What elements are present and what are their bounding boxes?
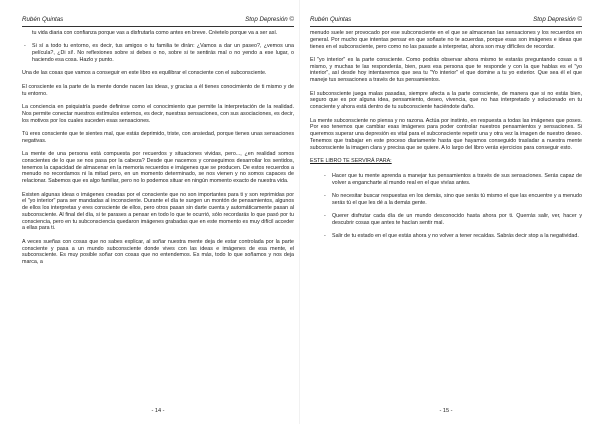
- paragraph: La conciencia en psiquiatría puede definirse como el conocimiento que permite la interpretación de la realidad. Nos permite conectar nuestros estímulos externos, es decir, nuestras sensaciones, con sus asociaciones, es decir, los motivos por los cuales suceden esas sensaciones.: [22, 104, 294, 124]
- paragraph: La mente subconsciente no piensa y no razona. Actúa por instinto, en respuesta a todas las imágenes que poses. Por eso tenemos que cambiar esas imágenes para poder controlar nuestros pensamientos y sensaciones. Si queremos superar una depresión es vital para el subconsciente repetir una y otra vez la imagen de nuestro deseo. Tenemos que trabajar en este proceso diariamente hasta que hayamos conseguido trasladar a nuestra mente subconsciente la imagen clara y precisa que se quiere. A lo largo del libro verás ejercicios para conseguir esto.: [310, 117, 582, 151]
- header-author: Rubén Quintas: [310, 16, 352, 23]
- dash-bullet: -: [324, 233, 326, 240]
- list-item: [310, 173, 582, 187]
- list-item-text: Hacer que tu mente aprenda a manejar tus pensamientos a través de sus sensaciones. Serás capaz de volver a engancharte al mundo real en el que vivías antes.: [332, 172, 582, 186]
- list-item: [310, 213, 582, 227]
- dash-bullet: -: [24, 43, 26, 50]
- dash-bullet: -: [324, 213, 326, 220]
- paragraph: Una de las cosas que vamos a conseguir en este libro es equilibrar el consciente con el subconsciente.: [22, 70, 267, 77]
- right-page: [310, 0, 582, 424]
- list-item-text: Salir de tu estado en el que estás ahora y no volver a tener recaídas. Sabrás decir stop a la negatividad.: [332, 233, 579, 240]
- paragraph: La mente de una persona está compuesta por recuerdos y situaciones vividas, pero..., ¿en realidad somos conscientes de lo que se nos pasa por la cabeza? Desde que nacemos y conseguimos desarrollar los sentidos, tenemos la capacidad de almacenar en la memoria recuerdos e imágenes que se producen. De estos recuerdos a menudo no recordamos ni la mitad pero, en un momento determinado, se nos vienen y no somos capaces de relacionar. Sabemos que es algo familiar, pero no lo podemos situar en ningún momento exacto de nuestra vida.: [22, 151, 294, 185]
- paragraph: A veces sueñas con cosas que no sabes explicar, al soñar nuestra mente deja de estar controlada por la parte consciente y pasa a un mundo subconsciente donde vives con las ideas e imágenes de esa mente, el subconsciente. Es muy posible soñar con cosas que no entendemos. Es más, todo lo que soñamos y nos deja marca, a: [22, 238, 294, 265]
- paragraph: El consciente es la parte de la mente donde nacen las ideas, y gracias a él tienes conocimiento de ti mismo y de tu entorno.: [22, 83, 294, 97]
- list-item: [310, 193, 582, 207]
- left-page: [22, 0, 294, 424]
- page-body: [22, 30, 294, 398]
- list-item-text: Querer disfrutar cada día de un mundo desconocido hasta ahora por ti. Querrás salir, ver, hacer y descubrir cosas que antes te hacían sentir mal.: [332, 213, 582, 226]
- dash-bullet: -: [324, 192, 326, 199]
- paragraph: Tú eres consciente que te sientes mal, que estás deprimido, triste, con ansiedad, porque tienes unas sensaciones negativas.: [22, 130, 294, 144]
- header-title: Stop Depresión ©: [245, 16, 294, 23]
- paragraph: Existen algunas ideas o imágenes creadas por el consciente que no son importantes para ti y son reprimidas por el "yo interior" para ser mandadas al inconsciente. Durante el día te surgen un montón de pensamientos, algunos de ellos los interpretas y eres consciente de ellos, pero otros pasan sin darte cuenta y automáticamente pasan al subconsciente. Al final del día, si te parases a pensar en todo lo que te ocurrió, sólo recordarás lo que pasó por tu consciencia, pero en tu subconsciencia quedaron imágenes grabadas que en este momento es muy difícil acceder a ellas para ti.: [22, 191, 294, 232]
- list-item: [22, 43, 294, 63]
- dash-bullet: -: [324, 172, 326, 179]
- list-heading: ESTE LIBRO TE SERVIRÁ PARA:: [310, 158, 392, 164]
- page-body: [310, 30, 582, 398]
- list-item-text: No necesitar buscar respuestas en los demás, sino que serás tú mismo el que las encuentre y a menudo serás tú el que les dé a la demás gente.: [332, 192, 582, 206]
- header-author: Rubén Quintas: [22, 16, 64, 23]
- page-header: [22, 16, 294, 27]
- paragraph: El "yo interior" es la parte consciente. Como podrás observar ahora mismo te estarás preguntando cosas a ti mismo, y muchas te las responderás, bien, pues esa persona que te responde y con la que hablas es el "yo interior", así desde hoy intentaremos que sea tu "Yo interior" el que domine a tu yo exterior. Que sea él el que maneje tus sensaciones a través de tus pensamientos.: [310, 56, 582, 84]
- header-title: Stop Depresión ©: [533, 16, 582, 23]
- page-number: - 14 -: [151, 408, 165, 414]
- paragraph: menudo suele ser provocado por ese subconsciente en el que se almacenan las sensaciones y los recuerdos en general. Por mucho que intentas pensar en que soñaste no te acuerdas, porque esas son imágenes e ideas que tienes en el subconsciente, pero como no las pasaste a interpretar, ahora son muy difíciles de recordar.: [310, 30, 582, 50]
- gutter-divider: [299, 0, 300, 424]
- page-number: - 15 -: [439, 408, 453, 414]
- list-item: [310, 233, 582, 240]
- list-item-text: Si sí a todo tu entorno, es decir, tus amigos o tu familia te dirán: ¿Vamos a dar un paseo?, ¿vemos una película?, ¿Di sí!. No reflexiones sobre si debes o no, sobre si te sentirás mal o no yendo a ese lugar, o haciendo esa cosa. Hazlo y punto.: [32, 43, 294, 63]
- paragraph: tu vida diaria con confianza porque vas a disfrutarla como antes en breve. Créetelo porque va a ser así.: [32, 30, 278, 36]
- paragraph: El subconsciente juega malas pasadas, siempre afecta a la parte consciente, de manera que si no estás bien, seguro que es por alguna idea, pensamiento, deseo, vivencia, que no has interpretado y solucionado en tu consciente y ahora está dentro de tu subconsciente haciéndote daño.: [310, 90, 582, 111]
- page-header: [310, 16, 582, 27]
